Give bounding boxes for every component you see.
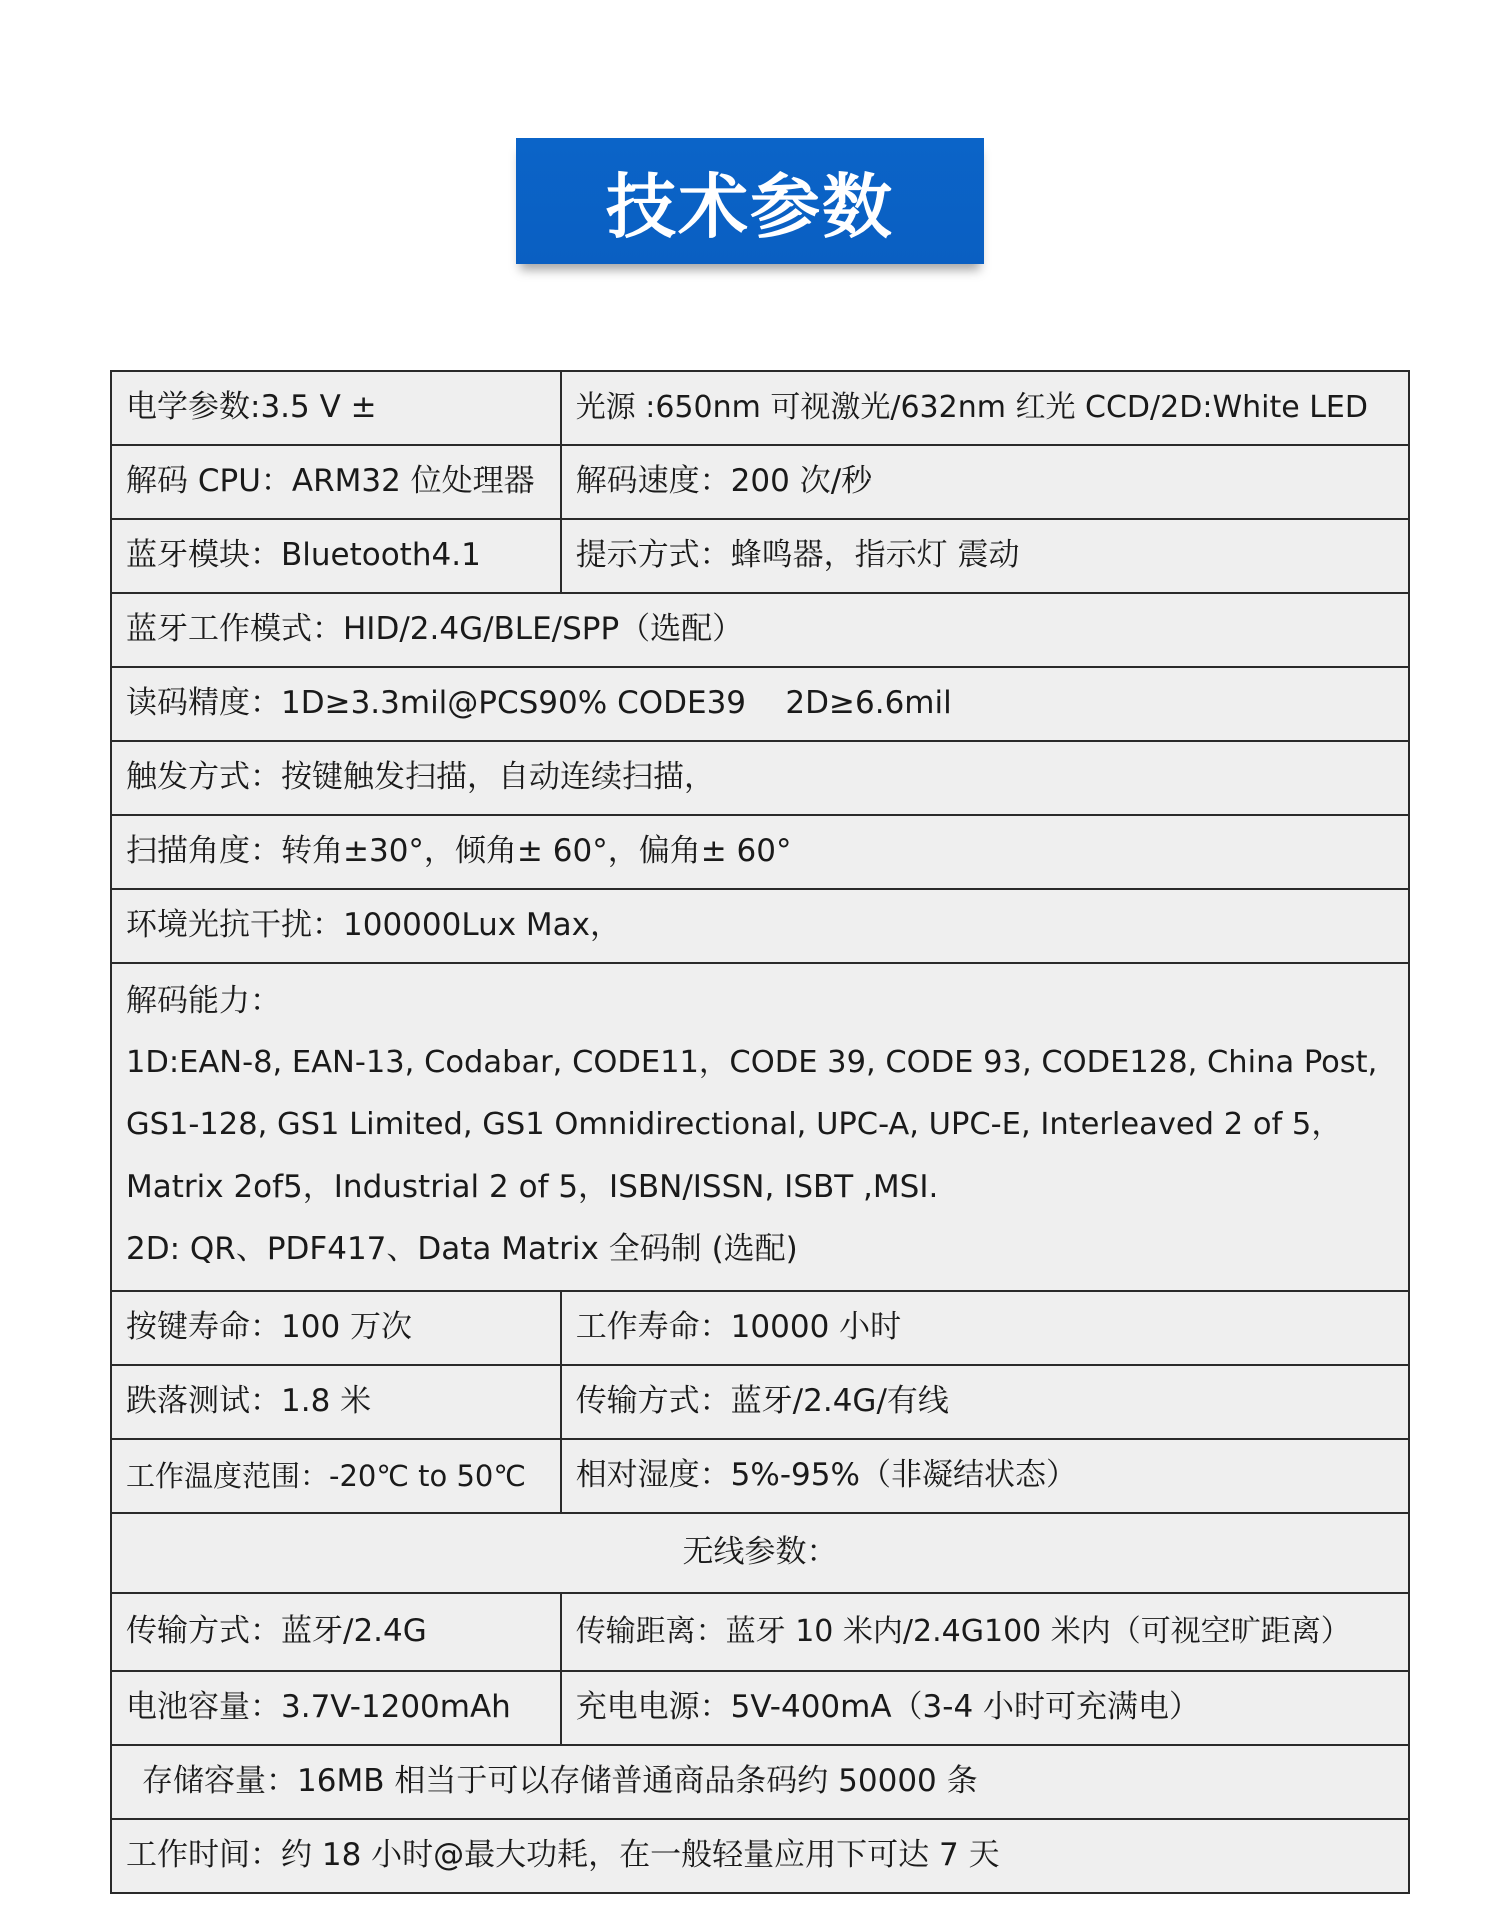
spec-cell: 触发方式：按键触发扫描，自动连续扫描， — [111, 741, 1409, 815]
table-row — [111, 593, 1409, 667]
spec-cell: 提示方式：蜂鸣器，指示灯 震动 — [561, 519, 1409, 593]
table-row — [111, 371, 1409, 445]
page-title: 技术参数 — [606, 165, 894, 248]
spec-cell: 蓝牙工作模式：HID/2.4G/BLE/SPP（选配） — [111, 593, 1409, 667]
table-row — [111, 741, 1409, 815]
table-row — [111, 1593, 1409, 1671]
spec-cell: 电学参数:3.5 V ± — [111, 371, 561, 445]
spec-cell: 光源 :650nm 可视激光/632nm 红光 CCD/2D:White LED — [561, 371, 1409, 445]
table-row — [111, 963, 1409, 1291]
table-row — [111, 1439, 1409, 1513]
table-row — [111, 815, 1409, 889]
spec-cell: 解码 CPU：ARM32 位处理器 — [111, 445, 561, 519]
spec-cell: 电池容量：3.7V-1200mAh — [111, 1671, 561, 1745]
table-row — [111, 1819, 1409, 1893]
table-row — [111, 667, 1409, 741]
title-banner — [516, 138, 984, 264]
spec-cell: 存储容量：16MB 相当于可以存储普通商品条码约 50000 条 — [111, 1745, 1409, 1819]
spec-cell: 蓝牙模块：Bluetooth4.1 — [111, 519, 561, 593]
spec-cell: 工作温度范围：-20℃ to 50℃ — [111, 1439, 561, 1513]
table-row — [111, 1745, 1409, 1819]
spec-cell: 扫描角度：转角±30°，倾角± 60°，偏角± 60° — [111, 815, 1409, 889]
spec-cell: 充电电源：5V-400mA（3-4 小时可充满电） — [561, 1671, 1409, 1745]
wireless-section-header: 无线参数： — [111, 1513, 1409, 1593]
spec-cell: 读码精度：1D≥3.3mil@PCS90% CODE39 2D≥6.6mil — [111, 667, 1409, 741]
spec-cell: 传输距离：蓝牙 10 米内/2.4G100 米内（可视空旷距离） — [561, 1593, 1409, 1671]
spec-table — [110, 370, 1410, 1894]
spec-cell: 相对湿度：5%-95%（非凝结状态） — [561, 1439, 1409, 1513]
table-row — [111, 889, 1409, 963]
spec-cell: 工作时间：约 18 小时@最大功耗，在一般轻量应用下可达 7 天 — [111, 1819, 1409, 1893]
decode-line: 1D:EAN-8, EAN-13, Codabar, CODE11，CODE 39, CODE 93, CODE128, China Post, — [126, 1045, 1378, 1080]
decode-line: Matrix 2of5，Industrial 2 of 5，ISBN/ISSN, ISBT ,MSI. — [126, 1169, 939, 1205]
table-row — [111, 1671, 1409, 1745]
table-row — [111, 1513, 1409, 1593]
spec-cell: 环境光抗干扰：100000Lux Max， — [111, 889, 1409, 963]
spec-cell: 按键寿命：100 万次 — [111, 1291, 561, 1365]
spec-cell: 解码速度：200 次/秒 — [561, 445, 1409, 519]
spec-cell: 工作寿命：10000 小时 — [561, 1291, 1409, 1365]
decode-line: GS1-128, GS1 Limited, GS1 Omnidirectional, UPC-A, UPC-E, Interleaved 2 of 5， — [126, 1107, 1342, 1142]
table-row — [111, 519, 1409, 593]
decode-capability-cell — [111, 963, 1409, 1291]
decode-line: 2D: QR、PDF417、Data Matrix 全码制 (选配) — [126, 1231, 798, 1267]
decode-heading: 解码能力： — [126, 983, 281, 1019]
spec-cell: 传输方式：蓝牙/2.4G — [111, 1593, 561, 1671]
spec-cell: 传输方式：蓝牙/2.4G/有线 — [561, 1365, 1409, 1439]
spec-cell: 跌落测试：1.8 米 — [111, 1365, 561, 1439]
table-row — [111, 445, 1409, 519]
table-row — [111, 1291, 1409, 1365]
table-row — [111, 1365, 1409, 1439]
